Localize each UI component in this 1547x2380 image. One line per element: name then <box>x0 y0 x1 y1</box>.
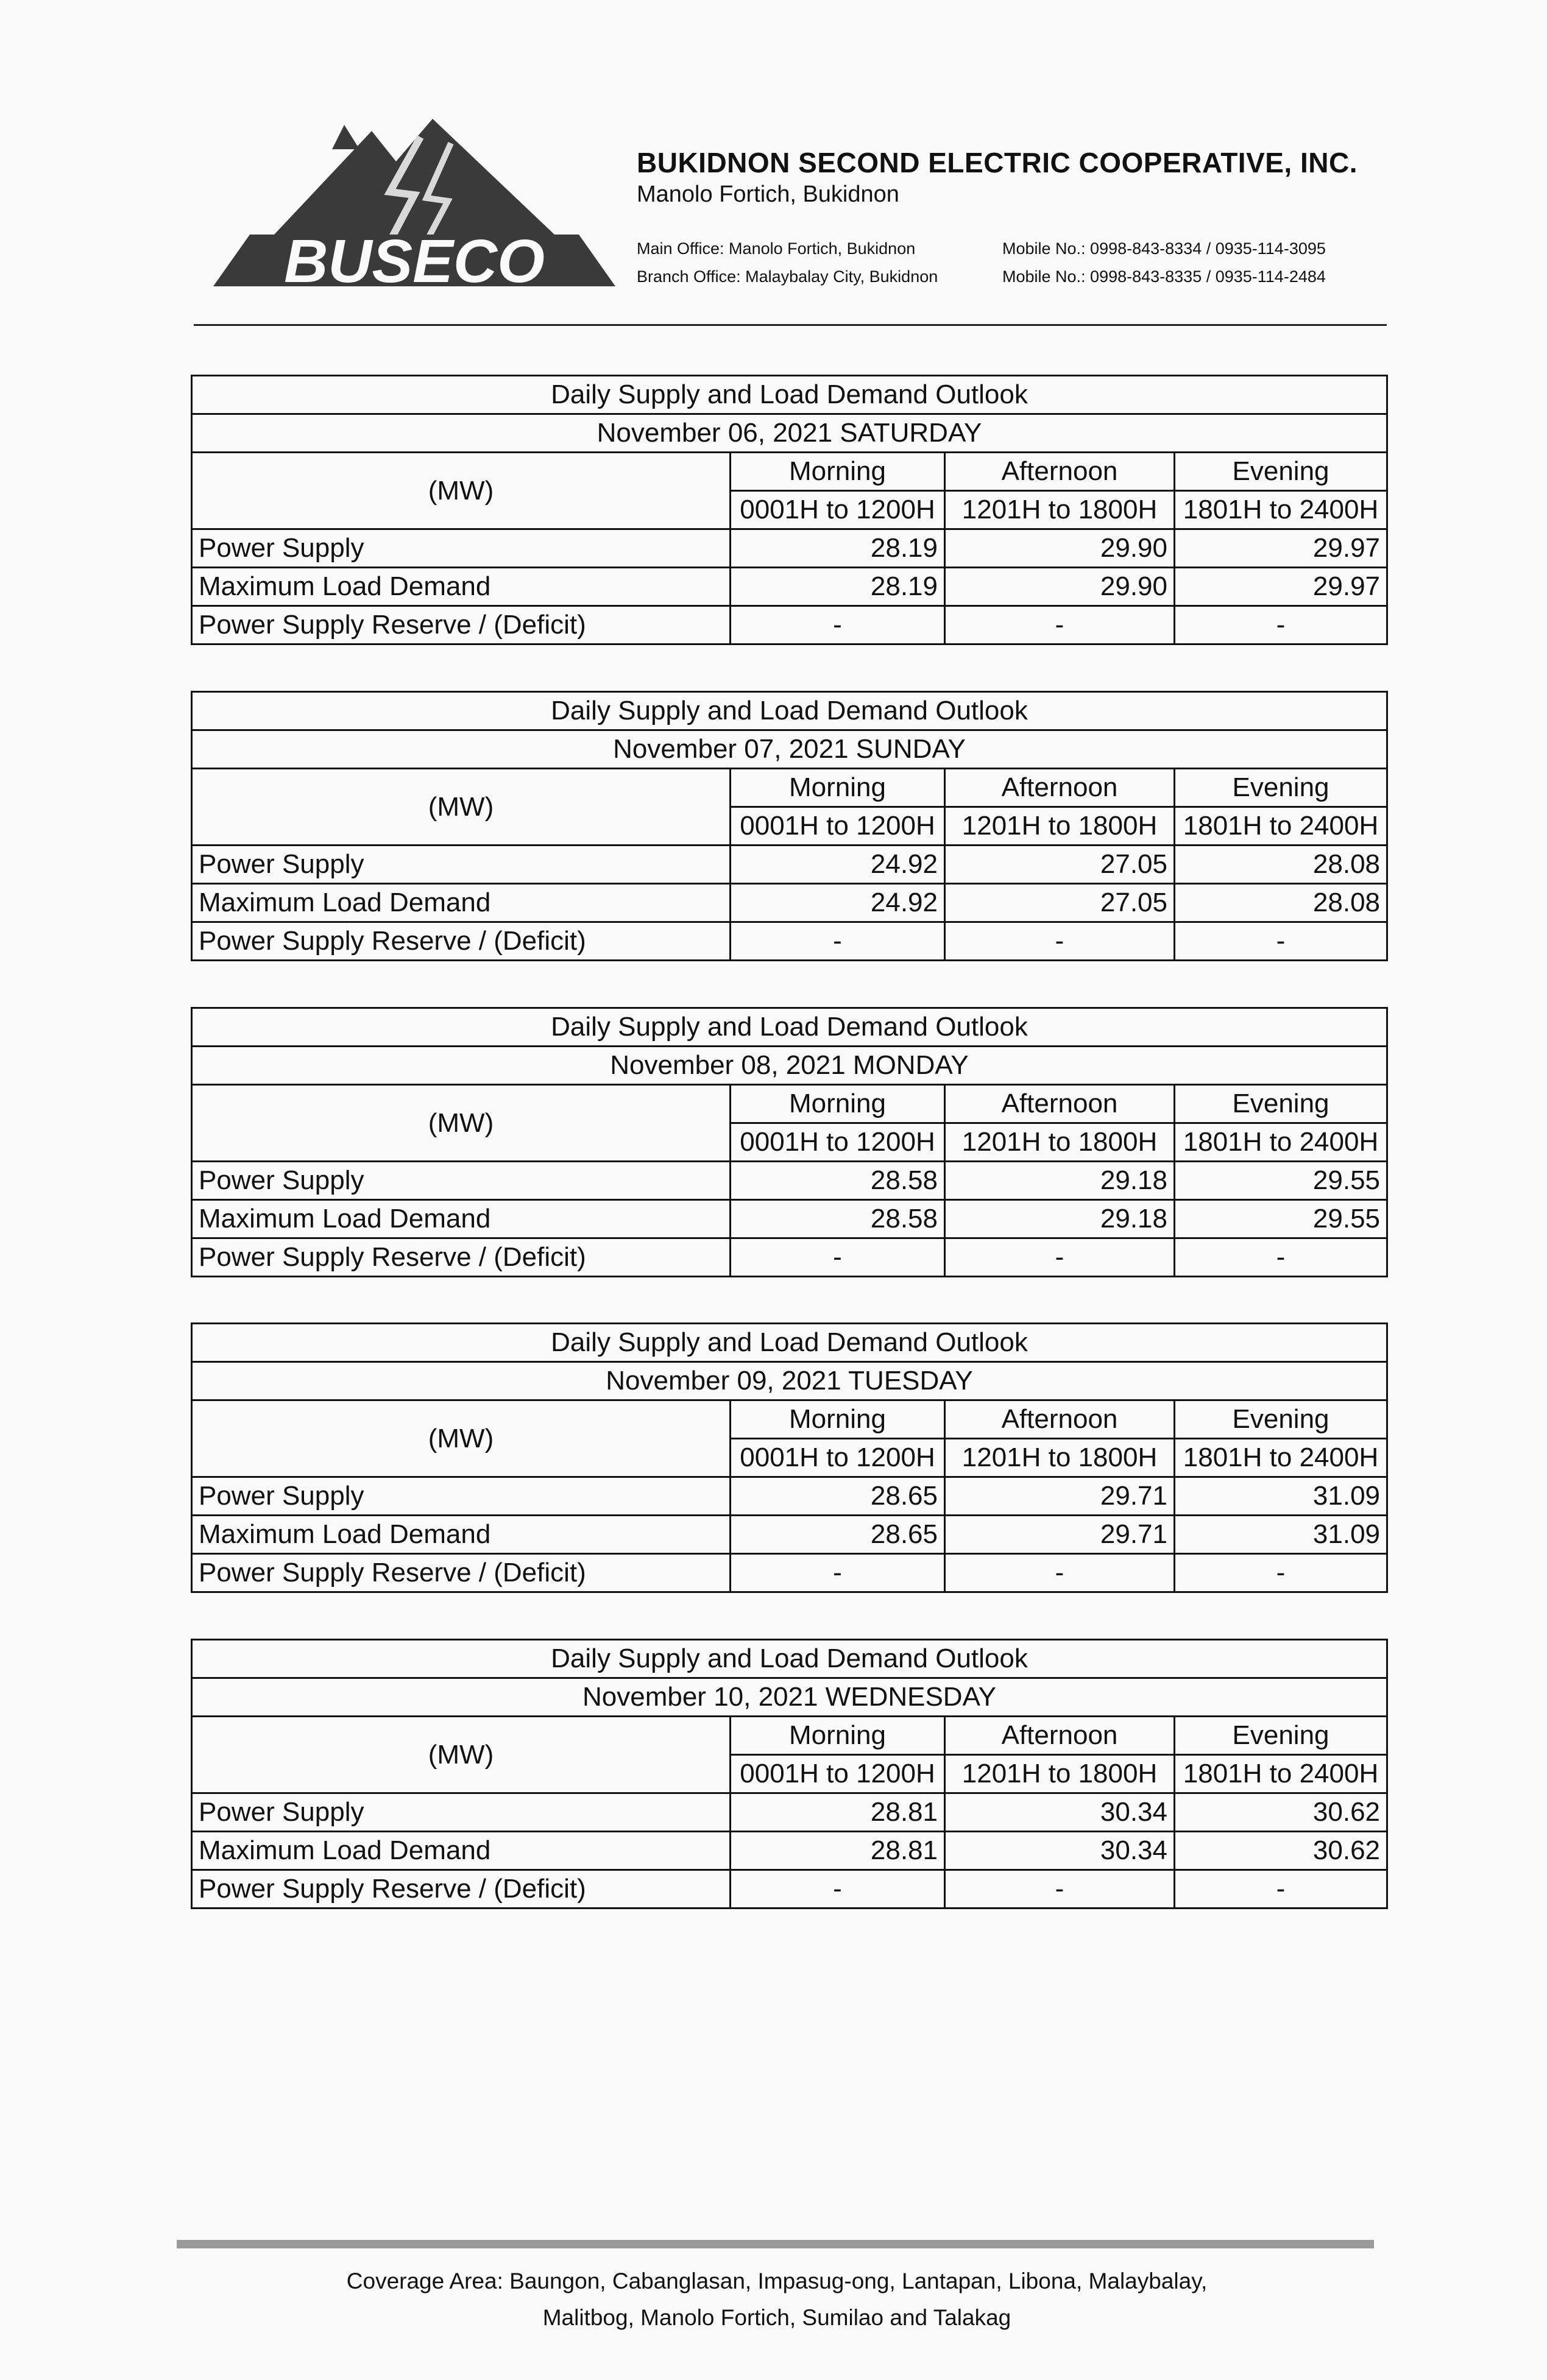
value-cell: 28.81 <box>731 1832 945 1870</box>
row-label: Maximum Load Demand <box>192 1516 731 1554</box>
time-range: 1201H to 1800H <box>945 1755 1175 1793</box>
period-header: Morning <box>731 453 945 491</box>
value-cell: - <box>945 1870 1175 1909</box>
letterhead <box>213 113 1432 302</box>
value-cell: 29.97 <box>1175 529 1387 568</box>
main-office: Main Office: Manolo Fortich, Bukidnon <box>637 239 916 258</box>
main-office-mobile: Mobile No.: 0998-843-8334 / 0935-114-3095 <box>1002 239 1326 258</box>
table-date: November 09, 2021 TUESDAY <box>192 1362 1387 1400</box>
period-header: Evening <box>1175 1085 1387 1123</box>
table-row <box>192 1238 1387 1277</box>
row-label: Power Supply <box>192 846 731 884</box>
row-label: Power Supply Reserve / (Deficit) <box>192 606 731 644</box>
buseco-logo <box>213 113 615 289</box>
table-row <box>192 1832 1387 1870</box>
row-label: Maximum Load Demand <box>192 1200 731 1238</box>
value-cell: 28.65 <box>731 1477 945 1516</box>
value-cell: 28.08 <box>1175 846 1387 884</box>
table-row <box>192 529 1387 568</box>
row-label: Maximum Load Demand <box>192 568 731 606</box>
table-row <box>192 922 1387 961</box>
period-header: Afternoon <box>945 1400 1175 1439</box>
period-header: Morning <box>731 1400 945 1439</box>
value-cell: 30.62 <box>1175 1793 1387 1832</box>
unit-label: (MW) <box>192 1400 731 1477</box>
value-cell: 28.81 <box>731 1793 945 1832</box>
value-cell: 28.58 <box>731 1200 945 1238</box>
header-divider <box>194 324 1387 326</box>
table-row <box>192 1793 1387 1832</box>
row-label: Power Supply <box>192 1793 731 1832</box>
value-cell: 24.92 <box>731 846 945 884</box>
row-label: Power Supply <box>192 1162 731 1200</box>
value-cell: - <box>731 606 945 644</box>
value-cell: 30.34 <box>945 1793 1175 1832</box>
table-row <box>192 1477 1387 1516</box>
value-cell: 24.92 <box>731 884 945 922</box>
table-row <box>192 568 1387 606</box>
value-cell: - <box>731 1870 945 1909</box>
value-cell: 29.18 <box>945 1162 1175 1200</box>
table-row <box>192 606 1387 644</box>
value-cell: 29.71 <box>945 1516 1175 1554</box>
footer-divider <box>177 2240 1374 2248</box>
period-header: Morning <box>731 769 945 807</box>
value-cell: 28.08 <box>1175 884 1387 922</box>
value-cell: 31.09 <box>1175 1516 1387 1554</box>
time-range: 0001H to 1200H <box>731 1439 945 1477</box>
value-cell: - <box>1175 606 1387 644</box>
period-header: Afternoon <box>945 1717 1175 1755</box>
time-range: 1201H to 1800H <box>945 491 1175 529</box>
period-header: Morning <box>731 1717 945 1755</box>
value-cell: 28.19 <box>731 568 945 606</box>
value-cell: - <box>731 1554 945 1592</box>
row-label: Power Supply Reserve / (Deficit) <box>192 1554 731 1592</box>
period-header: Evening <box>1175 769 1387 807</box>
value-cell: 28.58 <box>731 1162 945 1200</box>
period-header: Afternoon <box>945 1085 1175 1123</box>
table-row <box>192 846 1387 884</box>
coverage-line-2: Malitbog, Manolo Fortich, Sumilao and Talakag <box>542 2305 1011 2330</box>
time-range: 0001H to 1200H <box>731 1755 945 1793</box>
table-row <box>192 1200 1387 1238</box>
time-range: 1801H to 2400H <box>1175 807 1387 846</box>
table-title: Daily Supply and Load Demand Outlook <box>192 376 1387 414</box>
value-cell: 29.18 <box>945 1200 1175 1238</box>
table-date: November 08, 2021 MONDAY <box>192 1047 1387 1085</box>
value-cell: - <box>1175 1238 1387 1277</box>
time-range: 0001H to 1200H <box>731 807 945 846</box>
value-cell: 29.90 <box>945 568 1175 606</box>
time-range: 1201H to 1800H <box>945 807 1175 846</box>
outlook-table <box>191 1639 1388 1909</box>
row-label: Maximum Load Demand <box>192 1832 731 1870</box>
period-header: Evening <box>1175 1400 1387 1439</box>
table-date: November 07, 2021 SUNDAY <box>192 730 1387 769</box>
row-label: Power Supply <box>192 1477 731 1516</box>
value-cell: 29.71 <box>945 1477 1175 1516</box>
time-range: 1801H to 2400H <box>1175 491 1387 529</box>
value-cell: 29.90 <box>945 529 1175 568</box>
row-label: Maximum Load Demand <box>192 884 731 922</box>
time-range: 0001H to 1200H <box>731 491 945 529</box>
time-range: 0001H to 1200H <box>731 1123 945 1162</box>
value-cell: 28.19 <box>731 529 945 568</box>
value-cell: - <box>945 1554 1175 1592</box>
table-row <box>192 884 1387 922</box>
period-header: Afternoon <box>945 769 1175 807</box>
table-title: Daily Supply and Load Demand Outlook <box>192 1640 1387 1678</box>
period-header: Evening <box>1175 1717 1387 1755</box>
value-cell: 27.05 <box>945 846 1175 884</box>
table-title: Daily Supply and Load Demand Outlook <box>192 1324 1387 1362</box>
coverage-area <box>183 2263 1371 2336</box>
organization-location: Manolo Fortich, Bukidnon <box>637 182 899 207</box>
value-cell: - <box>945 1238 1175 1277</box>
branch-office-mobile: Mobile No.: 0998-843-8335 / 0935-114-2484 <box>1002 267 1326 286</box>
row-label: Power Supply <box>192 529 731 568</box>
value-cell: 27.05 <box>945 884 1175 922</box>
value-cell: - <box>1175 922 1387 961</box>
value-cell: 29.55 <box>1175 1162 1387 1200</box>
table-date: November 10, 2021 WEDNESDAY <box>192 1678 1387 1717</box>
unit-label: (MW) <box>192 453 731 529</box>
value-cell: - <box>1175 1554 1387 1592</box>
organization-name: BUKIDNON SECOND ELECTRIC COOPERATIVE, INC. <box>637 147 1358 178</box>
logo-text: BUSECO <box>284 227 545 289</box>
branch-office: Branch Office: Malaybalay City, Bukidnon <box>637 267 938 286</box>
row-label: Power Supply Reserve / (Deficit) <box>192 1238 731 1277</box>
table-date: November 06, 2021 SATURDAY <box>192 414 1387 453</box>
value-cell: 30.62 <box>1175 1832 1387 1870</box>
table-row <box>192 1162 1387 1200</box>
outlook-table <box>191 375 1388 645</box>
office-contacts <box>637 235 1326 291</box>
unit-label: (MW) <box>192 1717 731 1793</box>
value-cell: 29.55 <box>1175 1200 1387 1238</box>
coverage-line-1: Coverage Area: Baungon, Cabanglasan, Impasug-ong, Lantapan, Libona, Malaybalay, <box>346 2269 1208 2293</box>
value-cell: - <box>731 922 945 961</box>
period-header: Afternoon <box>945 453 1175 491</box>
time-range: 1801H to 2400H <box>1175 1439 1387 1477</box>
value-cell: - <box>731 1238 945 1277</box>
time-range: 1201H to 1800H <box>945 1123 1175 1162</box>
row-label: Power Supply Reserve / (Deficit) <box>192 1870 731 1909</box>
value-cell: 28.65 <box>731 1516 945 1554</box>
table-row <box>192 1516 1387 1554</box>
time-range: 1201H to 1800H <box>945 1439 1175 1477</box>
outlook-table <box>191 1007 1388 1277</box>
period-header: Morning <box>731 1085 945 1123</box>
table-title: Daily Supply and Load Demand Outlook <box>192 1008 1387 1047</box>
value-cell: 31.09 <box>1175 1477 1387 1516</box>
time-range: 1801H to 2400H <box>1175 1755 1387 1793</box>
value-cell: - <box>1175 1870 1387 1909</box>
time-range: 1801H to 2400H <box>1175 1123 1387 1162</box>
outlook-table <box>191 1322 1388 1593</box>
unit-label: (MW) <box>192 769 731 846</box>
period-header: Evening <box>1175 453 1387 491</box>
value-cell: - <box>945 606 1175 644</box>
outlook-table <box>191 691 1388 961</box>
table-title: Daily Supply and Load Demand Outlook <box>192 692 1387 730</box>
table-row <box>192 1554 1387 1592</box>
table-row <box>192 1870 1387 1909</box>
unit-label: (MW) <box>192 1085 731 1162</box>
value-cell: 30.34 <box>945 1832 1175 1870</box>
value-cell: 29.97 <box>1175 568 1387 606</box>
row-label: Power Supply Reserve / (Deficit) <box>192 922 731 961</box>
value-cell: - <box>945 922 1175 961</box>
